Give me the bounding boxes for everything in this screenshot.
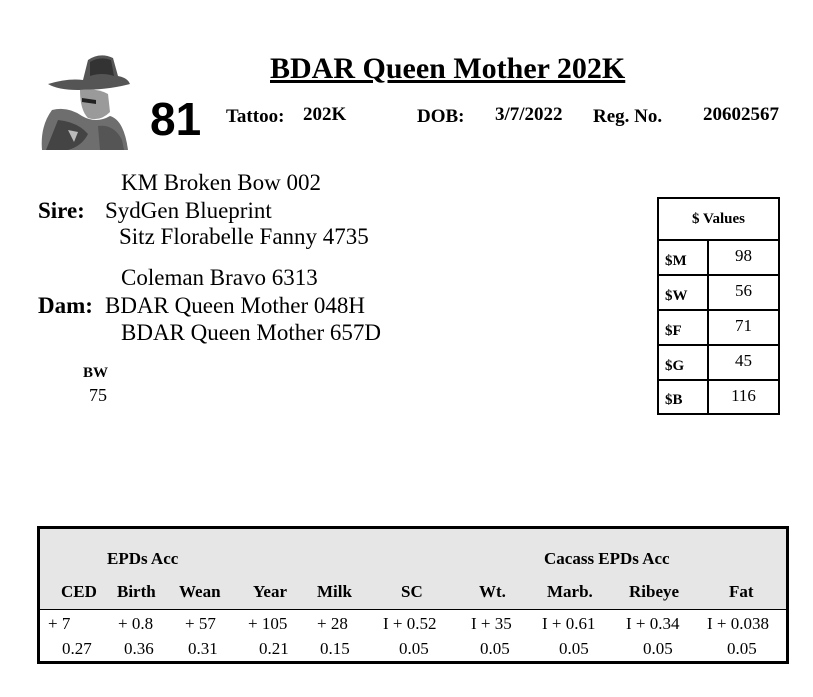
epd-col-header: Ribeye — [629, 582, 680, 601]
epd-col-header: Wt. — [479, 582, 506, 601]
dollar-row — [659, 346, 778, 381]
epd-col-header: Fat — [729, 582, 754, 601]
dollar-row — [659, 276, 778, 311]
epd-value: + 0.8 — [118, 614, 154, 633]
epd-col-header: CED — [61, 582, 97, 601]
acc-value: 0.05 — [399, 639, 429, 658]
epd-value: + 105 — [248, 614, 288, 633]
dollar-value: 71 — [735, 316, 752, 335]
acc-value: 0.36 — [124, 639, 154, 658]
epd-col-header: Birth — [117, 582, 156, 601]
epd-header — [40, 529, 786, 610]
carcass-group-label: Cacass EPDs Acc — [544, 549, 670, 568]
epd-value: I + 0.52 — [383, 614, 437, 633]
acc-value: 0.05 — [727, 639, 757, 658]
dollar-row — [659, 381, 778, 413]
dollar-label: $W — [659, 276, 709, 309]
dam-sire: Coleman Bravo 6313 — [121, 265, 318, 290]
epd-value: + 7 — [48, 614, 71, 633]
reg-value: 20602567 — [703, 104, 779, 125]
cowboy-logo-icon — [38, 50, 132, 152]
page-title: BDAR Queen Mother 202K — [270, 52, 626, 85]
dollar-value: 116 — [731, 386, 756, 405]
acc-value: 0.05 — [480, 639, 510, 658]
sire-dam: Sitz Florabelle Fanny 4735 — [119, 224, 369, 249]
epd-value: I + 0.038 — [707, 614, 769, 633]
acc-value: 0.15 — [320, 639, 350, 658]
bw-value: 75 — [89, 385, 107, 405]
dob-label: DOB: — [417, 106, 465, 127]
epd-value: I + 0.61 — [542, 614, 596, 633]
epd-value: I + 0.34 — [626, 614, 680, 633]
epd-table — [37, 526, 789, 664]
epd-value: I + 35 — [471, 614, 512, 633]
sire-name: SydGen Blueprint — [105, 198, 272, 223]
acc-value: 0.21 — [259, 639, 289, 658]
dollar-label: $M — [659, 241, 709, 274]
dollar-values-title: $ Values — [659, 199, 778, 241]
dollar-value: 45 — [735, 351, 752, 370]
acc-value: 0.31 — [188, 639, 218, 658]
epd-col-header: Wean — [179, 582, 221, 601]
dollar-label: $B — [659, 381, 709, 413]
dollar-values-table — [657, 197, 780, 415]
acc-value: 0.05 — [643, 639, 673, 658]
tattoo-label: Tattoo: — [226, 106, 285, 127]
epd-col-header: Milk — [317, 582, 352, 601]
dam-dam: BDAR Queen Mother 657D — [121, 320, 381, 345]
sire-sire: KM Broken Bow 002 — [121, 170, 321, 195]
epd-col-header: SC — [401, 582, 423, 601]
dollar-row — [659, 311, 778, 346]
dob-value: 3/7/2022 — [495, 104, 563, 125]
dam-label: Dam: — [38, 293, 93, 318]
dollar-label: $G — [659, 346, 709, 379]
bw-label: BW — [83, 365, 109, 381]
dollar-value: 98 — [735, 246, 752, 265]
dollar-value: 56 — [735, 281, 752, 300]
epd-group-label: EPDs Acc — [107, 549, 179, 568]
epd-value: + 57 — [185, 614, 216, 633]
acc-value: 0.27 — [62, 639, 92, 658]
sire-label: Sire: — [38, 198, 85, 223]
dollar-label: $F — [659, 311, 709, 344]
epd-col-header: Marb. — [547, 582, 593, 601]
reg-label: Reg. No. — [593, 106, 663, 127]
dollar-row — [659, 241, 778, 276]
acc-value: 0.05 — [559, 639, 589, 658]
tattoo-value: 202K — [303, 104, 347, 125]
epd-value: + 28 — [317, 614, 348, 633]
dam-name: BDAR Queen Mother 048H — [105, 293, 365, 318]
lot-number: 81 — [150, 93, 202, 145]
epd-col-header: Year — [253, 582, 287, 601]
